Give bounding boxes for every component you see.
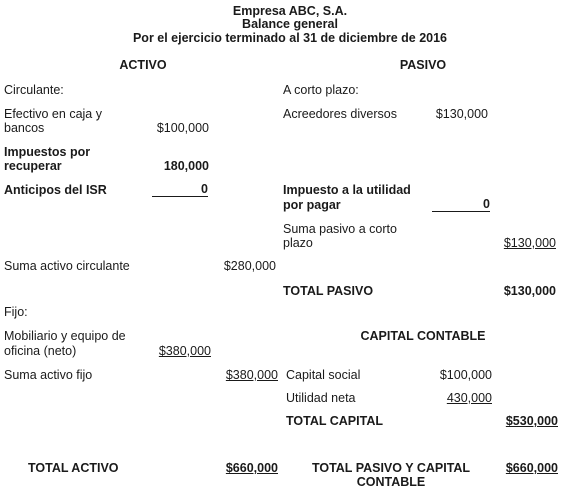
corto-plazo-label: A corto plazo:: [283, 83, 359, 97]
suma-fijo-label: Suma activo fijo: [4, 368, 93, 382]
mobiliario-label: Mobiliario y equipo de: [4, 329, 126, 343]
capital-social-label: Capital social: [286, 368, 361, 382]
total-capital-value: $530,000: [505, 414, 558, 428]
acreedores-label: Acreedores diversos: [283, 107, 397, 121]
impuesto-utilidad-label: Impuesto a la utilidad: [283, 183, 411, 197]
fijo-label: Fijo:: [4, 305, 28, 319]
efectivo-label-line2: bancos: [4, 121, 45, 135]
impuestos-label-line2: recuperar: [4, 159, 62, 173]
utilidad-neta-label: Utilidad neta: [286, 391, 356, 405]
efectivo-label: Efectivo en caja y: [4, 107, 102, 121]
capital-social-value: $100,000: [439, 368, 492, 382]
mobiliario-label-line2: oficina (neto): [4, 344, 77, 358]
capital-contable-title: CAPITAL CONTABLE: [360, 329, 486, 343]
mobiliario-value: $380,000: [158, 344, 211, 358]
impuestos-label: Impuestos por: [4, 145, 91, 159]
utilidad-neta-value: 430,000: [446, 391, 492, 405]
total-capital-label: TOTAL CAPITAL: [286, 414, 383, 428]
suma-pasivo-corto-label-line2: plazo: [283, 236, 313, 250]
circulante-label: Circulante:: [4, 83, 64, 97]
suma-circulante-value: $280,000: [223, 259, 276, 273]
anticipos-value: 0: [152, 183, 208, 197]
suma-pasivo-corto-label: Suma pasivo a corto: [283, 222, 397, 236]
impuesto-utilidad-value: 0: [432, 198, 490, 212]
total-activo-value: $660,000: [225, 461, 278, 475]
total-pasivo-capital-value: $660,000: [505, 461, 558, 475]
impuestos-value: 180,000: [163, 159, 209, 173]
pasivo-title: PASIVO: [399, 58, 447, 72]
total-activo-label: TOTAL ACTIVO: [28, 461, 119, 475]
impuesto-utilidad-label-line2: por pagar: [283, 198, 341, 212]
suma-circulante-label: Suma activo circulante: [4, 259, 130, 273]
anticipos-label: Anticipos del ISR: [4, 183, 107, 197]
total-pasivo-label: TOTAL PASIVO: [283, 284, 374, 298]
suma-fijo-value: $380,000: [225, 368, 278, 382]
activo-title: ACTIVO: [119, 58, 167, 72]
efectivo-value: $100,000: [156, 121, 209, 135]
statement-title: Balance general: [242, 17, 338, 31]
suma-pasivo-corto-value: $130,000: [503, 236, 556, 250]
total-pasivo-capital-label: TOTAL PASIVO Y CAPITAL: [311, 461, 471, 475]
statement-period: Por el ejercicio terminado al 31 de diciembre de 2016: [132, 31, 448, 45]
company-name: Empresa ABC, S.A.: [232, 4, 348, 18]
total-pasivo-capital-label-line2: CONTABLE: [356, 475, 426, 489]
acreedores-value: $130,000: [435, 107, 488, 121]
total-pasivo-value: $130,000: [503, 284, 556, 298]
